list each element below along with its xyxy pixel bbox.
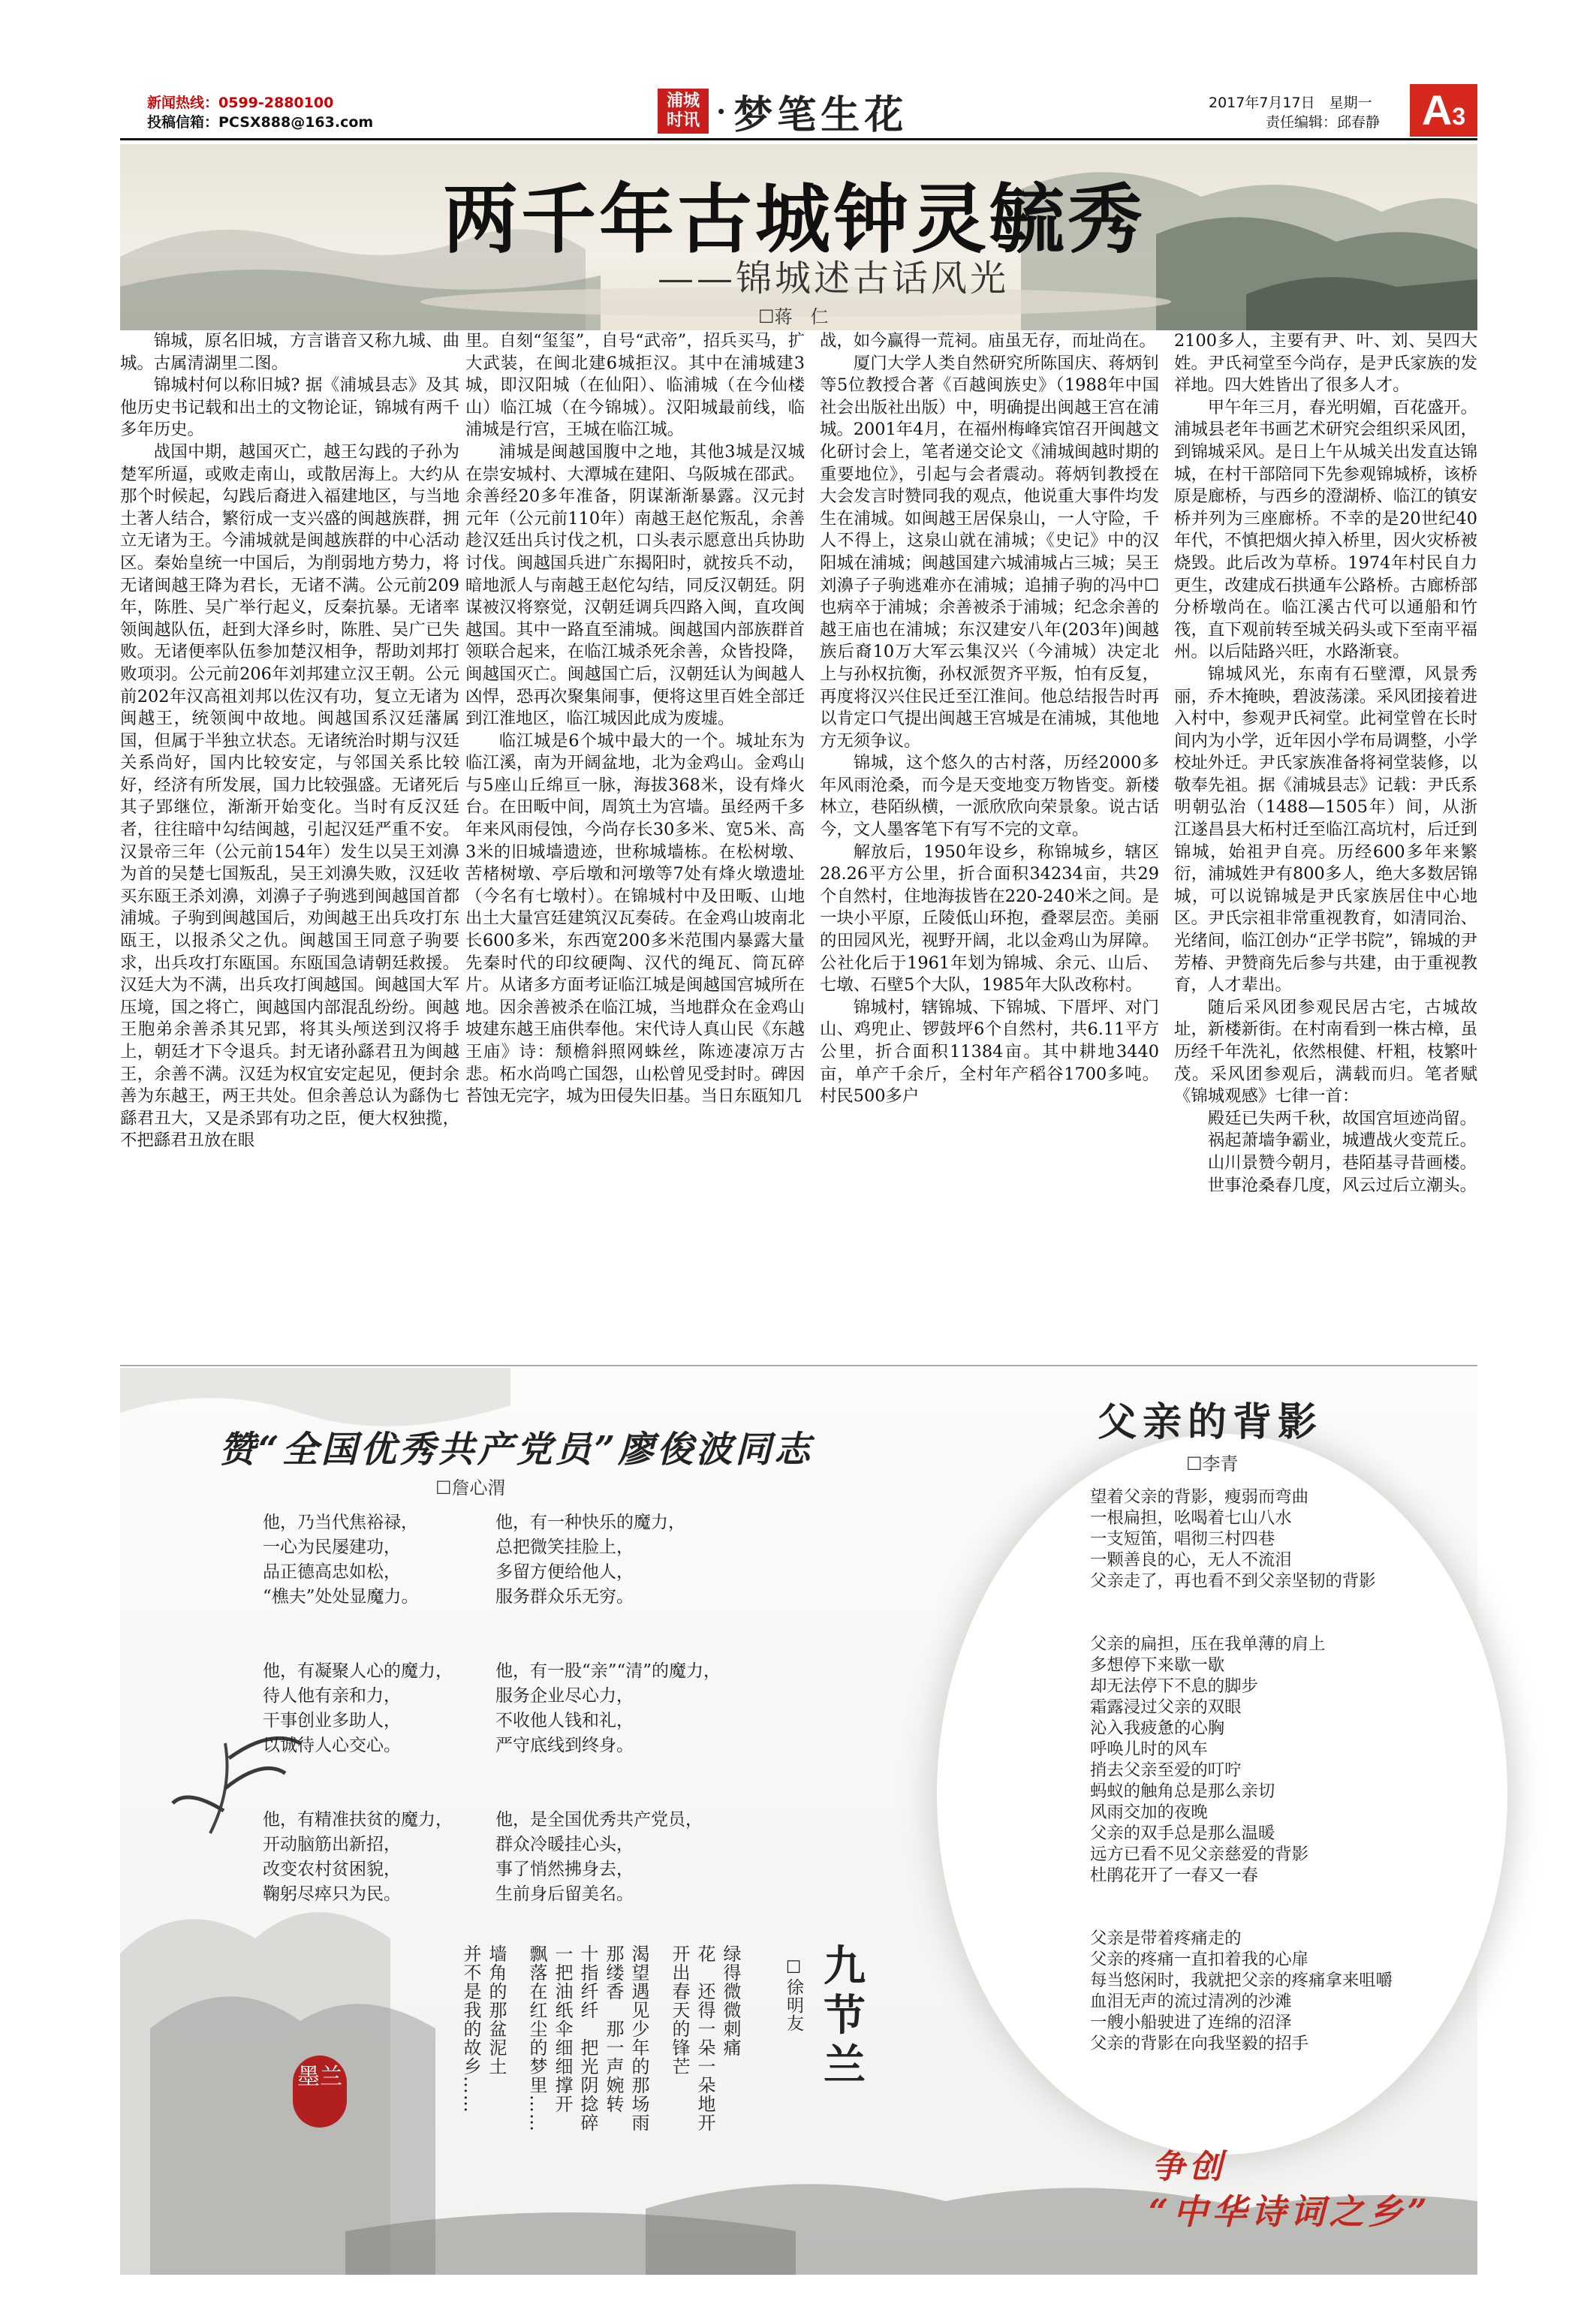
hotline-text: 新闻热线：0599-2880100 xyxy=(147,95,334,111)
poem-line: 多留方便给他人， xyxy=(495,1562,634,1582)
poem-line: 父亲的双手总是那么温暖 xyxy=(1090,1824,1275,1843)
poem-line: 一支短笛，唱彻三村四巷 xyxy=(1090,1529,1275,1549)
poem-line: 并不是我的故乡…… xyxy=(460,1944,481,2113)
poem-line: 总把微笑挂脸上， xyxy=(495,1538,634,1557)
poem-line: 飘落在红尘的梦里…… xyxy=(526,1944,547,2132)
paragraph: 战，如今赢得一荒祠。庙虽无存，而址尚在。 xyxy=(820,331,1156,351)
paragraph: 锦城风光，东南有石壁潭，风景秀丽，乔木掩映，碧波荡漾。采风团接着进入村中，参观尹氏祠堂。此祠堂曾在长时间内为小学，近年因小学布局调整，小学校址外迁。尹氏家族准备将祠堂装修，以敬奉先祖。据《浦城县志》记载：尹氏系明朝弘治（1488—1505年）间，从浙江遂昌县大柘村迁至临江高坑村，后迁到锦城，始祖尹自亮。历经600多年来繁衍，浦城姓尹有800多人，绝大多数居锦城，可以说锦城是尹氏家族居住中心地区。尹氏宗祖非常重视教育，如清同治、光绪间，临江创办“正学书院”，锦城的尹芳椿、尹赞商先后参与共建，由于重视教育，人才辈出。 xyxy=(1174,664,1477,995)
poem-line: 一根扁担，吆喝着七山八水 xyxy=(1090,1508,1292,1528)
email-text: 投稿信箱：PCSX888@163.com xyxy=(147,114,374,131)
paragraph: 锦城，这个悠久的古村落，历经2000多年风雨沧桑，而今是天变地变万物皆变。新楼林立，巷陌纵横，一派欣欣向荣景象。说古话今，文人墨客笔下有写不完的文章。 xyxy=(820,753,1159,840)
section-brand xyxy=(658,86,908,137)
poem-line: 他，有一股“亲”“清”的魔力， xyxy=(495,1661,721,1681)
poem-line: 一艘小船驶进了连绵的沼泽 xyxy=(1090,2013,1292,2032)
poem-line: 他，有一种快乐的魔力， xyxy=(495,1513,685,1532)
paragraph: 2100多人，主要有尹、叶、刘、吴四大姓。尹氏祠堂至今尚存，是尹氏家族的发祥地。四大姓皆出了很多人才。 xyxy=(1174,331,1477,396)
poem-line: 待人他有亲和力， xyxy=(263,1686,401,1706)
poem-line: 一颗善良的心，无人不流泪 xyxy=(1090,1550,1292,1570)
poem-line: 蚂蚁的触角总是那么亲切 xyxy=(1090,1781,1275,1801)
poem-line: 呼唤儿时的风车 xyxy=(1090,1739,1208,1759)
poem1-right-column xyxy=(495,1510,721,1907)
paragraph: 厦门大学人类自然研究所陈国庆、蒋炳钊等5位教授合著《百越闽族史》（1988年中国社会出版社出版）中，明确提出闽越王宫在浦城。2001年4月，在福州梅峰宾馆召开闽越文化研讨会上，笔者递交论文《浦城闽越时期的重要地位》，引起与会者震动。蒋炳钊教授在大会发言时赞同我的观点，他说重大事件均发生在浦城。如闽越王居保泉山，一人守险，千人不得上，这泉山就在浦城；《史记》中的汉阳城在浦城；闽越国建六城浦城占三城；吴王刘濞子子驹逃难亦在浦城；追捕子驹的冯中☐也病卒于浦城；余善被杀于浦城；纪念余善的越王庙也在浦城；东汉建安八年(203年)闽越族后裔10万大军云集汉兴（今浦城）决定北上与孙权抗衡，孙权派贺齐平叛，怕有反复，再度将汉兴住民迁至江淮间。他总结报告时再以肯定口气提出闽越王宫城是在浦城，其他地方无须争议。 xyxy=(820,353,1159,751)
poem-line: 世事沧桑春几度，风云过后立潮头。 xyxy=(1207,1175,1477,1195)
section-divider xyxy=(120,1365,1477,1366)
poem-line: 一心为民屡建功， xyxy=(263,1538,401,1557)
poem-line: 那缕香 那一声婉转 xyxy=(603,1944,624,2113)
article-column-2 xyxy=(465,330,805,1108)
paragraph: 锦城，原名旧城，方言谐音又称九城、曲城。古属清湖里二图。 xyxy=(120,331,459,373)
paragraph: 锦城村，辖锦城、下锦城、下厝坪、对门山、鸡兜止、锣鼓坪6个自然村，共6.11平方公里，折合面积11384亩。其中耕地3440亩，单产千余斤，全村年产稻谷1700多吨。村民500多户 xyxy=(820,997,1159,1107)
article-column-4 xyxy=(1174,330,1477,1197)
poem-line: 父亲走了，再也看不到父亲坚韧的背影 xyxy=(1090,1571,1376,1591)
poem-line: 血泪无声的流过清冽的沙滩 xyxy=(1090,1992,1292,2011)
paragraph: 战国中期，越国灭亡，越王勾践的子孙为楚军所逼，或败走南山，或散居海上。大约从那个时候起，勾践后裔进入福建地区，与当地土著人结合，繁衍成一支兴盛的闽越族群，拥立无诸为王。今浦城就是闽越族群的中心活动区。秦始皇统一中国后，为削弱地方势力，将无诸闽越王降为君长，无诸不满。公元前209年，陈胜、吴广举行起义，反秦抗暴。无诸率领闽越队伍，赶到大泽乡时，陈胜、吴广已失败。无诸便率队伍参加楚汉相争，帮助刘邦打败项羽。公元前206年刘邦建立汉王朝。公元前202年汉高祖刘邦以佐汉有功，复立无诸为闽越王，统领闽中故地。闽越国系汉廷藩属国，但属于半独立状态。无诸统治时期与汉廷关系尚好，国内比较安定，与邻国关系比较好，经济有所发展，国力比较强盛。无诸死后其子郢继位，渐渐开始变化。当时有反汉廷者，往往暗中勾结闽越，引起汉廷严重不安。汉景帝三年（公元前154年）发生以吴王刘濞为首的吴楚七国叛乱，吴王刘濞失败，汉廷收买东瓯王杀刘濞，刘濞子子驹逃到闽越国首都浦城。子驹到闽越国后，劝闽越王出兵攻打东瓯王，以报杀父之仇。闽越国王同意子驹要求，出兵攻打东瓯国。东瓯国急请朝廷救援。汉廷大为不满，出兵攻打闽越国。闽越国大军压境，国之将亡，闽越国内部混乱纷纷。闽越王胞弟余善杀其兄郢，将其头颅送到汉将手上，朝廷才下令退兵。封无诸孙繇君丑为闽越王，余善不满。汉廷为权宜安定起见，便封余善为东越王，两王共处。但余善总认为繇伪七繇君丑大，又是杀郢有功之臣，便大权独揽，不把繇君丑放在眼 xyxy=(120,441,459,1151)
poem-line: 多想停下来歇一歇 xyxy=(1090,1655,1225,1675)
poem-line: 父亲的疼痛一直扣着我的心扉 xyxy=(1090,1950,1309,1969)
poem3-title: 九节兰 xyxy=(824,1941,866,2090)
poem2-title: 父亲的背影 xyxy=(1098,1399,1323,1445)
paragraph: 锦城村何以称旧城? 据《浦城县志》及其他历史书记载和出土的文物论证，锦城有两千多年历史。 xyxy=(120,375,459,440)
poem1-title: 赞“全国优秀共产党员”廖俊波同志 xyxy=(219,1429,814,1471)
poem-line: 杜鹃花开了一春又一春 xyxy=(1090,1866,1258,1885)
poem-line: 山川景赞今朝月，巷陌基寻昔画楼。 xyxy=(1207,1152,1477,1173)
poem-line: 不收他人钱和礼， xyxy=(495,1711,634,1730)
poem-line: 父亲是带着疼痛走的 xyxy=(1090,1929,1242,1948)
page-number: 3 xyxy=(1452,103,1466,130)
paragraph: 解放后，1950年设乡，称锦城乡，辖区28.26平方公里，折合面积34234亩，共29个自然村，住地海拔皆在220-240米之间。是一块小平原，丘陵低山环抱，叠翠层峦。美丽的田园风光，视野开阔，北以金鸡山为屏障。公社化后于1961年划为锦城、余元、山后、七墩、石壁5个大队，1985年大队改称村。 xyxy=(820,842,1159,995)
poem-line: 改变农村贫困貌， xyxy=(263,1860,401,1879)
poem-line: 绿得微微刺痛 xyxy=(720,1944,741,2057)
poem-line: 却无法停下不息的脚步 xyxy=(1090,1676,1258,1696)
poem-line: 开动脑筋出新招， xyxy=(263,1835,401,1854)
poem-line: 品正德高忠如松， xyxy=(263,1562,401,1582)
poem3-author: ☐徐明友 xyxy=(784,1958,803,2032)
poem-line: 干事创业多助人， xyxy=(263,1711,401,1730)
article-subtitle: ——锦城述古话风光 xyxy=(658,258,1010,300)
poem-line: 十指纤纤 把光阴捻碎 xyxy=(577,1944,598,2132)
poem2-author: ☐李青 xyxy=(1186,1453,1239,1474)
poem-line: 每当悠闲时，我就把父亲的疼痛拿来咀嚼 xyxy=(1090,1971,1393,1990)
paragraph: 甲午年三月，春光明媚，百花盛开。浦城县老年书画艺术研究会组织采风团，到锦城采风。是日上午从城关出发直达锦城，在村干部陪同下先参观锦城桥，该桥原是廊桥，与西乡的澄湖桥、临江的镇安桥并列为三座廊桥。不幸的是20世纪40年代，不慎把烟火掉入桥里，因火灾桥被烧毁。此后改为草桥。1974年村民自力更生，改建成石拱通车公路桥。古廊桥部分桥墩尚在。临江溪古代可以通船和竹筏，直下观前转至城关码头或下至南平福州。以后陆路兴旺，水路渐衰。 xyxy=(1174,397,1477,662)
article-title: 两千年古城钟灵毓秀 xyxy=(443,175,1146,264)
poem-line: 墙角的那盆泥土 xyxy=(486,1944,507,2076)
poem-line: 捎去父亲至爱的叮咛 xyxy=(1090,1760,1242,1780)
page-letter: A xyxy=(1421,86,1453,134)
poem-line: 事了悄然拂身去， xyxy=(495,1860,634,1879)
brand-logo-box: 浦城时讯 xyxy=(658,89,709,134)
poem-line: 他，乃当代焦裕禄， xyxy=(263,1513,418,1532)
poem-line: 殿廷已失两千秋，故国宫垣迹尚留。 xyxy=(1207,1108,1477,1128)
poem1-left-column xyxy=(263,1510,453,1907)
poem-line: 以诚待人心交心。 xyxy=(263,1736,401,1755)
poem-line: 望着父亲的背影，瘦弱而弯曲 xyxy=(1090,1487,1309,1507)
poem-line: 服务群众乐无穷。 xyxy=(495,1587,634,1607)
poem-line: 他，有凝聚人心的魔力， xyxy=(263,1661,453,1681)
issue-date: 2017年7月17日 星期一 xyxy=(1209,95,1372,111)
paragraph: 临江城是6个城中最大的一个。城址东为临江溪，南为开阔盆地，北为金鸡山。金鸡山与5座山丘绵亘一脉，海拔368米，设有烽火台。在田畈中间，周筑土为宫墙。虽经两千多年来风雨侵蚀，今尚存长30多米、宽5米、高3米的旧城墙遗迹，世称城墙栋。在松树墩、苦楮树墩、亭后墩和河墩等7处有烽火墩遗址（今名有七墩村）。在锦城村中及田畈、山地出土大量宫廷建筑汉瓦奏砖。在金鸡山坡南北长600多米，东西宽200多米范围内暴露大量先秦时代的印纹硬陶、汉代的绳瓦、筒瓦碎片。从诸多方面考证临江城是闽越国宫城所在地。因余善被杀在临江城，当地群众在金鸡山坡建东越王庙供奉他。宋代诗人真山民《东越王庙》诗：颓檐斜照网蛛丝，陈迹凄凉万古悲。柘水尚鸣亡国怨，山松曾见受封时。碑因苔蚀无完字，城为田侵失旧基。当日东瓯知几 xyxy=(465,730,805,1107)
paragraph: 里。自刻“玺玺”，自号“武帝”，招兵买马，扩大武装，在闽北建6城拒汉。其中在浦城建3城，即汉阳城（在仙阳）、临浦城（在今仙楼山）临江城（在今锦城）。汉阳城最前线，临浦城是行宫，王城在临江城。 xyxy=(465,331,805,440)
poem-line: 沁入我疲惫的心胸 xyxy=(1090,1718,1225,1738)
slogan-line-1: 争创 xyxy=(1152,2148,1227,2186)
poem-line: 霜露浸过父亲的双眼 xyxy=(1090,1697,1242,1717)
poem-line: 生前身后留美名。 xyxy=(495,1884,634,1904)
issue-info xyxy=(1209,93,1380,132)
poem-line: 渴望遇见少年的那场雨 xyxy=(628,1944,649,2132)
poem-line: 父亲的扁担，压在我单薄的肩上 xyxy=(1090,1634,1326,1654)
poem-line: 服务企业尽心力， xyxy=(495,1686,634,1706)
section-title: 梦笔生花 xyxy=(733,92,908,138)
article-byline: ☐蒋 仁 xyxy=(758,306,829,327)
header-divider xyxy=(120,138,1477,140)
responsible-editor: 责任编辑：邱春静 xyxy=(1266,114,1381,131)
poem-line: 祸起萧墙争霸业，城遭战火变荒丘。 xyxy=(1207,1131,1477,1151)
poem-line: 远方已看不见父亲慈爱的背影 xyxy=(1090,1845,1309,1864)
poem2-body xyxy=(1090,1486,1393,2054)
poem-line: 开出春天的锋芒 xyxy=(669,1944,690,2076)
paragraph: 浦城是闽越国腹中之地，其他3城是汉城在崇安城村、大潭城在建阳、乌阪城在邵武。余善经20多年准备，阴谋渐渐暴露。汉元封元年（公元前110年）南越王赵佗叛乱，余善趁汉廷出兵讨伐之机，口头表示愿意出兵协助讨伐。闽越国兵进广东揭阳时，就按兵不动，暗地派人与南越王赵佗勾结，同反汉朝廷。阴谋被汉将察觉，汉朝廷调兵四路入闽，直攻闽越国。其中一路直至浦城。闽越国内部族群首领联合起来，在临江城杀死余善，众皆投降，闽越国灭亡。闽越国亡后，汉朝廷认为闽越人凶悍，恐再次聚集闹事，便将这里百姓全部迁到江淮地区，临江城因此成为废墟。 xyxy=(465,441,805,729)
poem3-body xyxy=(458,1944,743,2140)
page-number-tab xyxy=(1410,84,1477,137)
poem-line: 他，有精准扶贫的魔力， xyxy=(263,1810,453,1830)
poem-line: “樵夫”处处显魔力。 xyxy=(263,1587,419,1607)
paragraph: 随后采风团参观民居古宅，古城故址，新楼新街。在村南看到一株古樟，虽历经千年洗礼，依然根健、杆粗，枝繁叶茂。采风团参观后，满载而归。笔者赋《锦城观感》七律一首： xyxy=(1174,997,1477,1107)
poem-line: 风雨交加的夜晚 xyxy=(1090,1803,1208,1822)
poem-line: 花 还得一朵一朵地开 xyxy=(694,1944,715,2132)
poem-line: 父亲的背影在向我坚毅的招手 xyxy=(1090,2034,1309,2053)
poem-line: 鞠躬尽瘁只为民。 xyxy=(263,1884,401,1904)
slogan-line-2: “中华诗词之乡” xyxy=(1149,2191,1432,2232)
brand-separator: · xyxy=(716,94,727,128)
poem1-author: ☐詹心渭 xyxy=(435,1477,506,1498)
masthead-contact xyxy=(147,93,373,132)
poem-line: 严守底线到终身。 xyxy=(495,1736,634,1755)
red-seal-stamp: 墨兰 xyxy=(293,2056,347,2128)
poem-line: 他，是全国优秀共产党员， xyxy=(495,1810,703,1830)
poem-line: 群众冷暖挂心头， xyxy=(495,1835,634,1854)
poem-line: 一把油纸伞细细撑开 xyxy=(552,1944,573,2113)
article-column-3 xyxy=(820,330,1159,1108)
article-column-1 xyxy=(120,330,459,1152)
